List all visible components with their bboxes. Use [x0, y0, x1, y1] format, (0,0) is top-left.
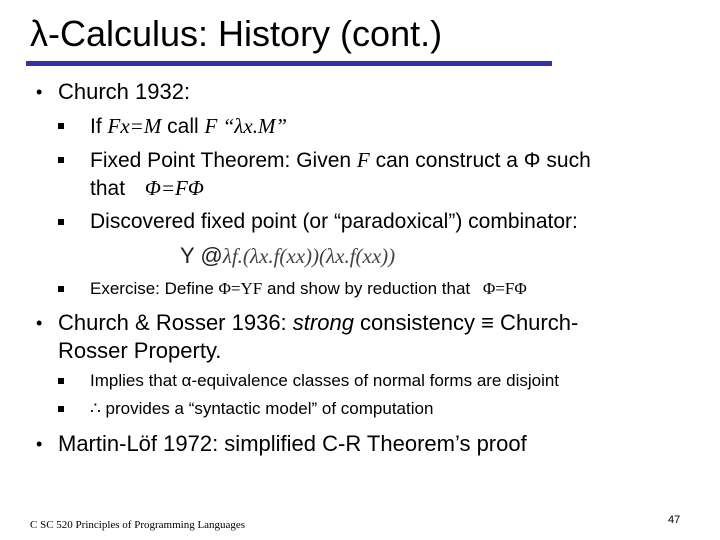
expr: Φ=FΦ: [482, 279, 527, 298]
square-bullet-icon: [58, 406, 64, 412]
text: ∴ provides a “syntactic model” of computation: [90, 399, 434, 418]
square-bullet-icon: [58, 378, 64, 384]
text: consistency ≡ Church-: [353, 310, 579, 335]
formula-rest: λf.(λx.f(xx))(λx.f(xx)): [222, 244, 396, 268]
expr: Fx=M: [107, 114, 162, 138]
bullet-dot: •: [36, 434, 43, 454]
title-rule: [26, 61, 552, 66]
bullet-church-rosser: [36, 309, 579, 337]
bullet-text: Church 1932:: [58, 79, 191, 104]
expr: Φ=FΦ: [144, 176, 204, 200]
text: and show by reduction that: [262, 279, 475, 298]
text: call: [161, 115, 205, 138]
text: Rosser Property.: [58, 338, 222, 363]
footer-course: C SC 520 Principles of Programming Languages: [30, 519, 246, 531]
page-number: 47: [668, 514, 681, 526]
text: Implies that α-equivalence classes of normal forms are disjoint: [90, 371, 560, 390]
square-bullet-icon: [58, 123, 64, 129]
square-bullet-icon: [58, 286, 64, 292]
text: that: [90, 177, 131, 200]
text: Discovered fixed point (or “paradoxical”) combinator:: [90, 210, 578, 233]
square-bullet-icon: [58, 219, 64, 225]
text: If: [90, 115, 108, 138]
sub-bullet-if: [90, 112, 287, 141]
sub-bullet-implies: [90, 370, 559, 392]
bullet-dot: •: [36, 82, 43, 102]
bullet-dot: •: [36, 313, 43, 333]
expr: F: [204, 114, 218, 138]
slide-title: λ-Calculus: History (cont.): [30, 13, 443, 54]
text: can construct a Φ such: [369, 149, 591, 172]
formula-y: Y @: [180, 243, 223, 268]
y-combinator-formula: [180, 241, 395, 271]
text: Fixed Point Theorem: Given: [90, 149, 357, 172]
square-bullet-icon: [58, 157, 64, 163]
emphasis: strong: [292, 310, 354, 335]
sub-bullet-fixed-point: [90, 146, 591, 175]
sub-bullet-fixed-point-cont: [90, 174, 204, 203]
bullet-church-1932: [36, 78, 191, 106]
sub-bullet-provides: [90, 398, 433, 420]
sub-bullet-discovered: [90, 208, 578, 236]
text: Exercise: Define: [90, 279, 219, 298]
sub-bullet-exercise: [90, 278, 527, 300]
expr: “λx.M”: [217, 114, 288, 138]
text: Martin-Löf 1972: simplified C-R Theorem’s proof: [58, 431, 527, 456]
expr: Φ=YF: [218, 279, 263, 298]
bullet-martin-lof: [36, 430, 527, 458]
text: Church & Rosser 1936:: [58, 310, 293, 335]
expr: F: [356, 148, 370, 172]
bullet-church-rosser-cont: [58, 337, 221, 365]
